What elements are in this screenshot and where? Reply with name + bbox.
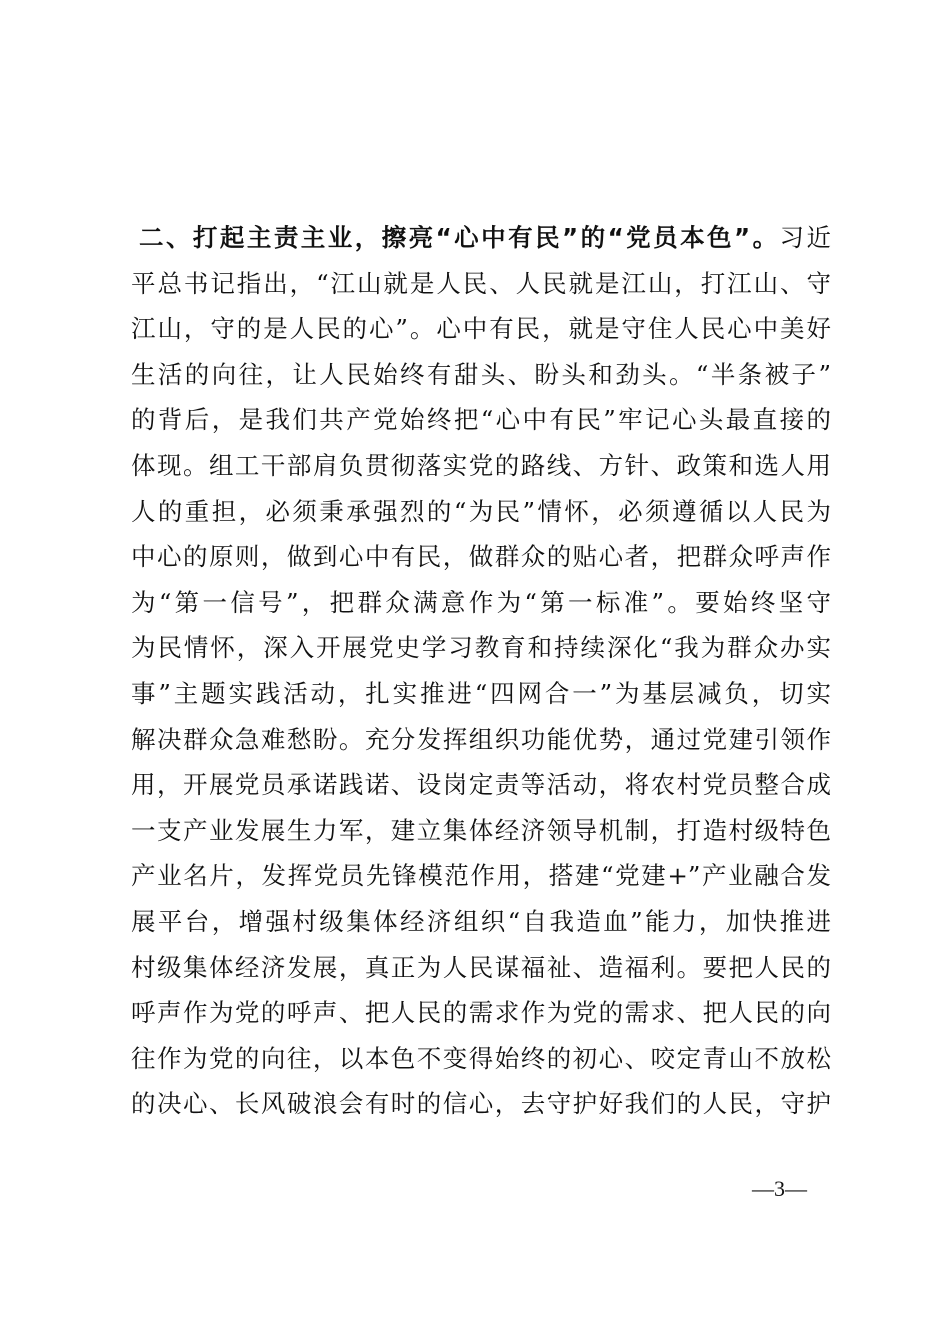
text-line: 生活的向往，让人民始终有甜头、盼头和劲头。“半条被子” — [131, 359, 831, 389]
text-line: 平总书记指出，“江山就是人民、人民就是江山，打江山、守 — [131, 268, 831, 298]
text-line: 江山，守的是人民的心”。心中有民，就是守住人民心中美好 — [131, 314, 831, 344]
text-line: 产业名片，发挥党员先锋模范作用，搭建“党建+”产业融合发 — [131, 861, 831, 891]
text-line: 一支产业发展生力军，建立集体经济领导机制，打造村级特色 — [131, 815, 831, 845]
text-line: 的决心、长风破浪会有时的信心，去守护好我们的人民，守护 — [131, 1089, 831, 1119]
heading-trailing-text: 习近 — [779, 223, 832, 252]
text-line: 村级集体经济发展，真正为人民谋福祉、造福利。要把人民的 — [131, 952, 831, 982]
document-body — [131, 215, 831, 1127]
text-line: 体现。组工干部肩负贯彻落实党的路线、方针、政策和选人用 — [131, 450, 831, 480]
text-line: 人的重担，必须秉承强烈的“为民”情怀，必须遵循以人民为 — [131, 496, 831, 526]
text-line: 解决群众急难愁盼。充分发挥组织功能优势，通过党建引领作 — [131, 724, 831, 754]
text-line: 为“第一信号”，把群众满意作为“第一标准”。要始终坚守 — [131, 587, 831, 617]
text-line: 事”主题实践活动，扎实推进“四网合一”为基层减负，切实 — [131, 678, 831, 708]
text-line: 呼声作为党的呼声、把人民的需求作为党的需求、把人民的向 — [131, 998, 831, 1028]
text-line: 中心的原则，做到心中有民，做群众的贴心者，把群众呼声作 — [131, 542, 831, 572]
text-line — [131, 215, 831, 261]
text-line: 的背后，是我们共产党始终把“心中有民”牢记心头最直接的 — [131, 405, 831, 435]
section-heading: 二、打起主责主业，擦亮“心中有民”的“党员本色”。 — [139, 223, 780, 252]
text-line: 往作为党的向往，以本色不变得始终的初心、咬定青山不放松 — [131, 1043, 831, 1073]
text-line: 展平台，增强村级集体经济组织“自我造血”能力，加快推进 — [131, 906, 831, 936]
page-number: —3— — [752, 1176, 807, 1201]
text-line: 为民情怀，深入开展党史学习教育和持续深化“我为群众办实 — [131, 633, 831, 663]
text-line: 用，开展党员承诺践诺、设岗定责等活动，将农村党员整合成 — [131, 770, 831, 800]
